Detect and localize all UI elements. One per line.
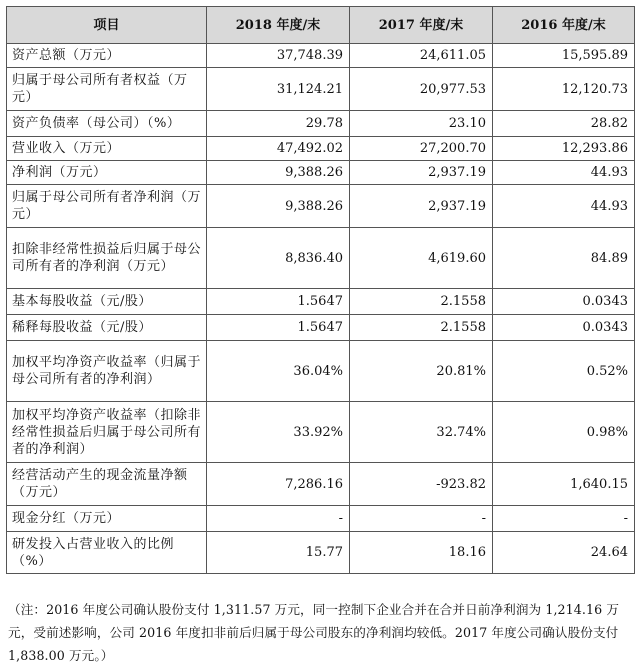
table-row [7,506,635,532]
table-row [7,137,635,161]
table-row [7,228,635,289]
header-row [7,7,635,44]
value-2016: 0.52% [493,341,635,402]
value-2016: 12,120.73 [493,68,635,111]
value-2017: 20.81% [350,341,493,402]
row-label: 基本每股收益（元/股） [7,289,207,315]
table-row [7,463,635,506]
header-2016: 2016 年度/末 [493,7,635,44]
value-2018: 9,388.26 [207,161,350,185]
row-label: 净利润（万元） [7,161,207,185]
row-label: 稀释每股收益（元/股） [7,315,207,341]
table-row [7,44,635,68]
value-2018: 47,492.02 [207,137,350,161]
value-2017: 24,611.05 [350,44,493,68]
value-2018: 36.04% [207,341,350,402]
header-2018: 2018 年度/末 [207,7,350,44]
value-2018: 1.5647 [207,289,350,315]
row-label: 归属于母公司所有者权益（万元） [7,68,207,111]
value-2016: 15,595.89 [493,44,635,68]
value-2017: 2,937.19 [350,185,493,228]
value-2017: -923.82 [350,463,493,506]
row-label: 扣除非经常性损益后归属于母公司所有者的净利润（万元） [7,228,207,289]
table-header [7,7,635,44]
value-2018: 37,748.39 [207,44,350,68]
table-row [7,532,635,574]
value-2018: 8,836.40 [207,228,350,289]
value-2016: 0.0343 [493,289,635,315]
table-row [7,185,635,228]
financial-indicators-table [6,6,635,574]
row-label: 现金分红（万元） [7,506,207,532]
value-2016: 12,293.86 [493,137,635,161]
row-label: 归属于母公司所有者净利润（万元） [7,185,207,228]
table-row [7,315,635,341]
table-row [7,289,635,315]
value-2018: 29.78 [207,111,350,137]
value-2017: 2,937.19 [350,161,493,185]
table-body [7,44,635,574]
row-label: 资产总额（万元） [7,44,207,68]
value-2018: 31,124.21 [207,68,350,111]
value-2017: 18.16 [350,532,493,574]
value-2018: 7,286.16 [207,463,350,506]
value-2017: 2.1558 [350,315,493,341]
row-label: 加权平均净资产收益率（扣除非经常性损益后归属于母公司所有者的净利润） [7,402,207,463]
row-label: 营业收入（万元） [7,137,207,161]
value-2017: 32.74% [350,402,493,463]
value-2017: - [350,506,493,532]
row-label: 资产负债率（母公司）（%） [7,111,207,137]
value-2018: 9,388.26 [207,185,350,228]
value-2018: 15.77 [207,532,350,574]
value-2016: - [493,506,635,532]
table-row [7,68,635,111]
value-2016: 28.82 [493,111,635,137]
row-label: 研发投入占营业收入的比例（%） [7,532,207,574]
value-2016: 0.0343 [493,315,635,341]
header-2017: 2017 年度/末 [350,7,493,44]
table-row [7,402,635,463]
table-row [7,161,635,185]
value-2017: 23.10 [350,111,493,137]
value-2017: 2.1558 [350,289,493,315]
value-2018: 33.92% [207,402,350,463]
value-2017: 20,977.53 [350,68,493,111]
row-label: 经营活动产生的现金流量净额（万元） [7,463,207,506]
header-item: 项目 [7,7,207,44]
value-2016: 44.93 [493,185,635,228]
value-2016: 44.93 [493,161,635,185]
value-2016: 84.89 [493,228,635,289]
value-2018: 1.5647 [207,315,350,341]
table-footnote: （注：2016 年度公司确认股份支付 1,311.57 万元，同一控制下企业合并在合并日前净利润为 1,214.16 万元，受前述影响，公司 2016 年度扣非前后归属于母公司股东的净利润均较低。2017 年度公司确认股份支付 1,838.00 万元。） [8,602,620,663]
value-2017: 27,200.70 [350,137,493,161]
value-2016: 1,640.15 [493,463,635,506]
value-2016: 0.98% [493,402,635,463]
row-label: 加权平均净资产收益率（归属于母公司所有者的净利润） [7,341,207,402]
value-2016: 24.64 [493,532,635,574]
table-row [7,111,635,137]
value-2018: - [207,506,350,532]
table-row [7,341,635,402]
value-2017: 4,619.60 [350,228,493,289]
